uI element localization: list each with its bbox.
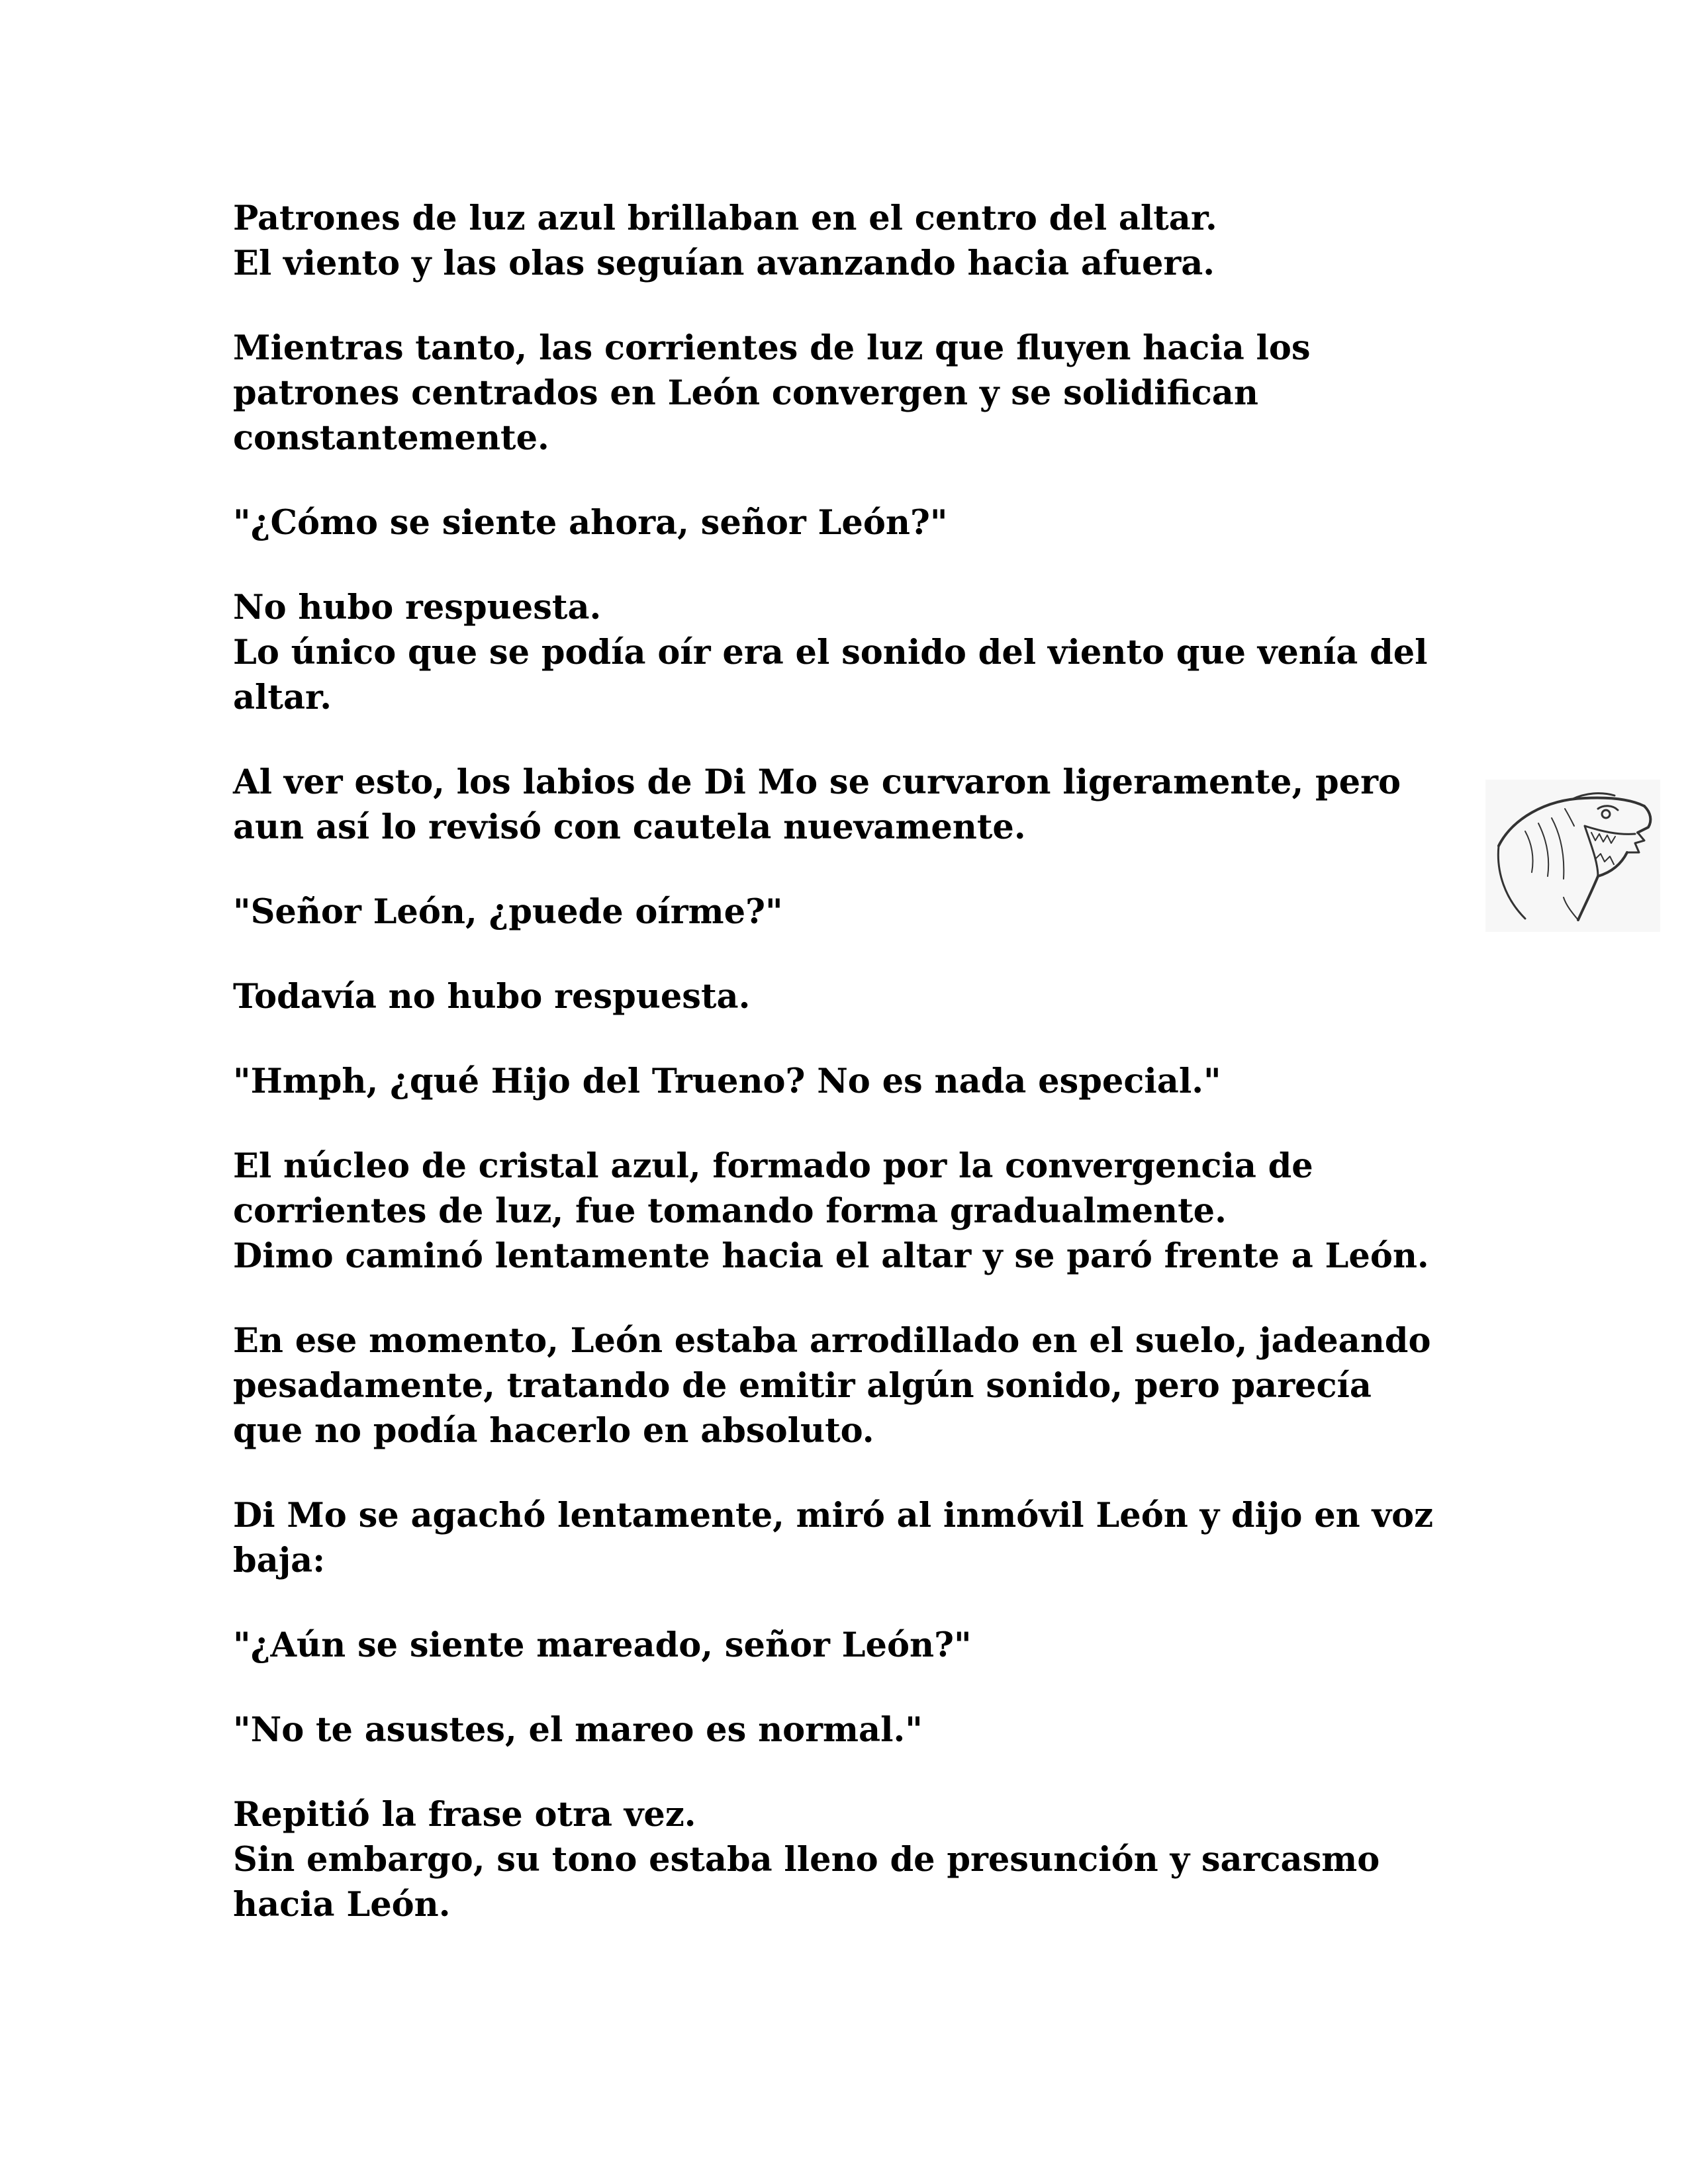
paragraph — [233, 1318, 1491, 1453]
text-line: Sin embargo, su tono estaba lleno de presunción y sarcasmo — [233, 1840, 1380, 1880]
text-line: que no podía hacerlo en absoluto. — [233, 1411, 874, 1451]
text-line: El viento y las olas seguían avanzando hacia afuera. — [233, 244, 1215, 283]
text-line: pesadamente, tratando de emitir algún sonido, pero parecía — [233, 1366, 1372, 1406]
text-line: altar. — [233, 678, 332, 717]
text-line: No hubo respuesta. — [233, 588, 602, 627]
text-line: "No te asustes, el mareo es normal." — [233, 1710, 923, 1750]
document-body — [233, 196, 1491, 1967]
paragraph — [233, 1792, 1491, 1927]
paragraph — [233, 1059, 1491, 1104]
dinosaur-head-sketch-icon — [1485, 780, 1660, 932]
text-line: Mientras tanto, las corrientes de luz que fluyen hacia los — [233, 328, 1311, 368]
text-line: "Señor León, ¿puede oírme?" — [233, 892, 783, 932]
text-line: "¿Aún se siente mareado, señor León?" — [233, 1625, 972, 1665]
paragraph — [233, 1623, 1491, 1668]
text-line: Todavía no hubo respuesta. — [233, 977, 751, 1017]
paragraph — [233, 196, 1491, 286]
text-line: Al ver esto, los labios de Di Mo se curvaron ligeramente, pero — [233, 762, 1401, 802]
text-line: Di Mo se agachó lentamente, miró al inmóvil León y dijo en voz — [233, 1496, 1434, 1535]
paragraph — [233, 1493, 1491, 1583]
paragraph — [233, 326, 1491, 461]
text-line: "Hmph, ¿qué Hijo del Trueno? No es nada especial." — [233, 1062, 1221, 1101]
paragraph — [233, 500, 1491, 545]
text-line: Lo único que se podía oír era el sonido del viento que venía del — [233, 633, 1428, 672]
text-line: aun así lo revisó con cautela nuevamente. — [233, 807, 1026, 847]
text-line: Repitió la frase otra vez. — [233, 1795, 696, 1835]
text-line: El núcleo de cristal azul, formado por la convergencia de — [233, 1146, 1313, 1186]
paragraph — [233, 889, 1491, 934]
text-line: "¿Cómo se siente ahora, señor León?" — [233, 503, 948, 543]
paragraph — [233, 974, 1491, 1019]
text-line: hacia León. — [233, 1885, 451, 1925]
text-line: En ese momento, León estaba arrodillado en el suelo, jadeando — [233, 1321, 1431, 1361]
text-line: corrientes de luz, fue tomando forma gradualmente. — [233, 1191, 1227, 1231]
text-line: patrones centrados en León convergen y se solidifican — [233, 373, 1258, 413]
paragraph — [233, 585, 1491, 720]
text-line: Patrones de luz azul brillaban en el centro del altar. — [233, 199, 1217, 238]
paragraph — [233, 1144, 1491, 1279]
text-line: constantemente. — [233, 418, 549, 458]
text-line: Dimo caminó lentamente hacia el altar y se paró frente a León. — [233, 1236, 1429, 1276]
text-line: baja: — [233, 1541, 326, 1580]
paragraph — [233, 1707, 1491, 1752]
paragraph — [233, 760, 1491, 850]
